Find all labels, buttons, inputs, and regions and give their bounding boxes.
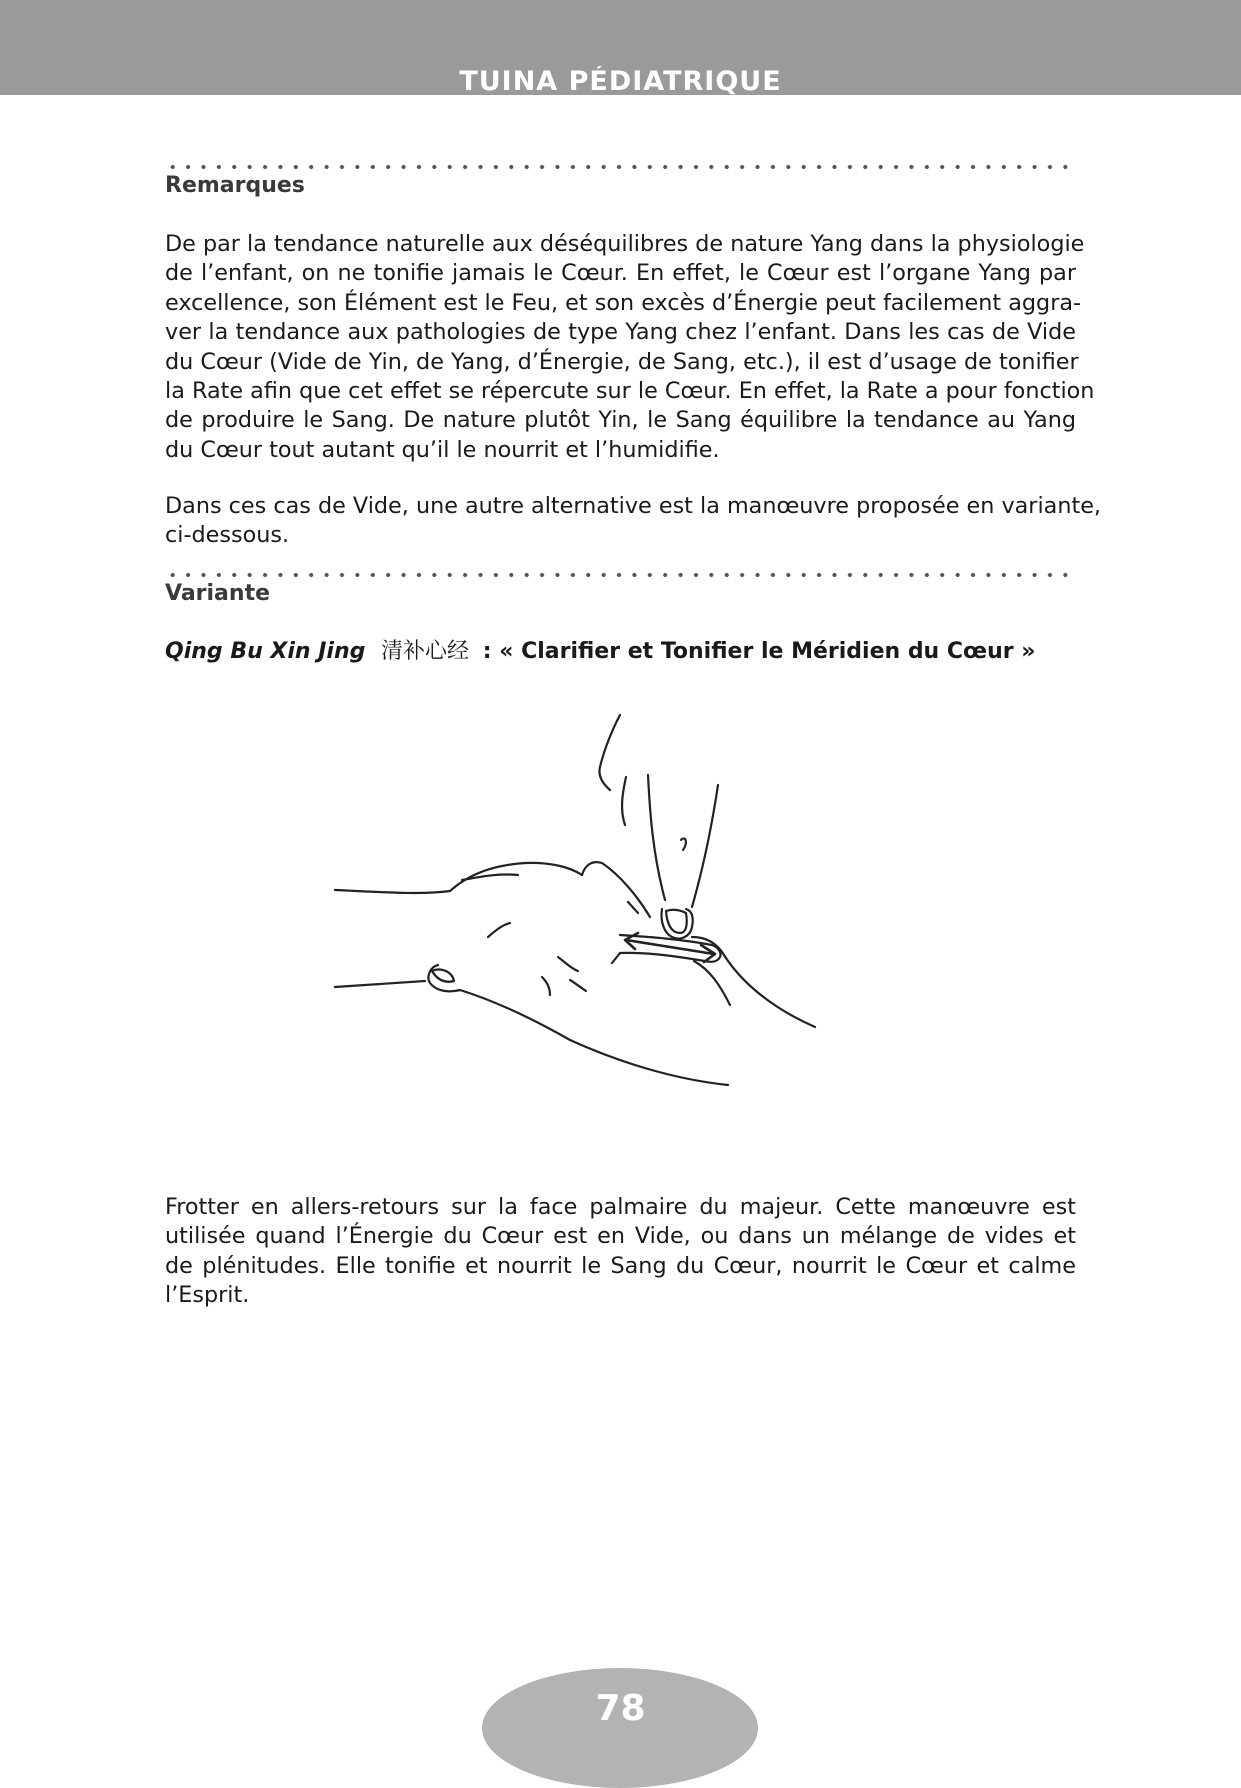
remarques-paragraph-1 <box>165 230 1095 465</box>
text-line: Dans ces cas de Vide, une autre alternative est la manœuvre proposée en variante, <box>165 493 1102 519</box>
text-line: Frotter en allers-retours sur la face palmaire du majeur. Cette manœuvre est <box>165 1194 1076 1220</box>
text-line: de produire le Sang. De nature plutôt Yin, le Sang équilibre la tendance au Yang <box>165 407 1076 434</box>
technique-title <box>165 638 1035 666</box>
practitioner-other-finger <box>622 777 626 825</box>
child-finger-underside <box>612 953 620 963</box>
hand-massage-illustration <box>320 705 880 1125</box>
practitioner-nail <box>666 910 687 933</box>
text-line: la Rate afin que cet effet se répercute sur le Cœur. En effet, la Rate a pour fonction <box>165 378 1095 405</box>
child-finger-crease <box>628 902 638 913</box>
child-hand-base <box>694 961 730 1005</box>
child-hand-lower-wrist <box>335 981 425 987</box>
child-hand-top-outline <box>335 863 582 893</box>
technique-translation: : « Clarifier et Tonifier le Méridien du Cœur » <box>482 639 1036 664</box>
practitioner-other-finger <box>599 715 620 790</box>
running-header-title: TUINA PÉDIATRIQUE <box>459 66 782 95</box>
text-line: du Cœur (Vide de Yin, de Yang, d’Énergie, de Sang, etc.), il est d’usage de tonifier <box>165 348 1079 375</box>
remarques-heading: Remarques <box>165 173 305 198</box>
palm-crease <box>542 977 550 995</box>
text-line: ci-dessous. <box>165 522 290 549</box>
text-line: utilisée quand l’Énergie du Cœur est en Vide, ou dans un mélange de vides et <box>165 1223 1076 1250</box>
child-thumb <box>428 965 728 1085</box>
variante-heading: Variante <box>165 581 271 606</box>
dotted-divider <box>165 572 1076 578</box>
palm-crease <box>488 923 510 937</box>
practitioner-finger-left <box>648 775 665 900</box>
variante-description <box>165 1193 1076 1311</box>
remarques-paragraph-2 <box>165 492 1102 551</box>
palm-crease <box>570 980 586 991</box>
text-line: De par la tendance naturelle aux déséquilibres de nature Yang dans la physiologie <box>165 231 1085 257</box>
text-line: l’Esprit. <box>165 1282 250 1309</box>
child-ring-finger <box>582 862 650 917</box>
child-thumb-nail <box>432 969 454 981</box>
practitioner-knuckle <box>681 838 686 850</box>
technique-chinese: 清补心经 <box>381 639 470 664</box>
text-line: excellence, son Élément est le Feu, et son excès d’Énergie peut facilement aggra- <box>165 289 1082 316</box>
text-line: ver la tendance aux pathologies de type Yang chez l’enfant. Dans les cas de Vide <box>165 319 1076 346</box>
practitioner-finger-right <box>692 785 718 907</box>
text-line: du Cœur tout autant qu’il le nourrit et l’humidifie. <box>165 436 720 463</box>
page-number: 78 <box>595 1688 646 1729</box>
palm-crease <box>558 957 578 971</box>
text-line: de l’enfant, on ne tonifie jamais le Cœur. En effet, le Cœur est l’organe Yang par <box>165 260 1076 287</box>
text-line: de plénitudes. Elle tonifie et nourrit le Sang du Cœur, nourrit le Cœur et calme <box>165 1252 1076 1279</box>
technique-pinyin: Qing Bu Xin Jing <box>165 639 366 664</box>
dotted-divider <box>165 164 1076 170</box>
